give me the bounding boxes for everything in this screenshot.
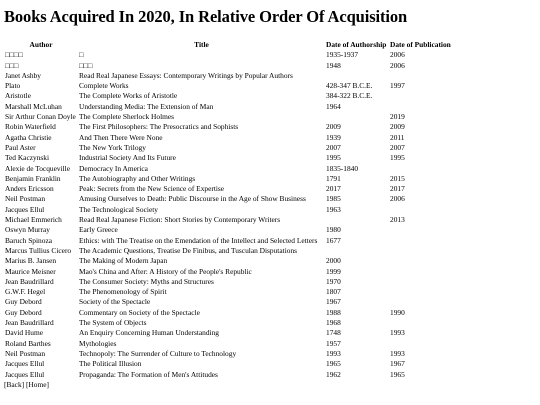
table-row — [4, 297, 452, 307]
author-cell: Plato — [5, 81, 21, 91]
date-of-publication-cell: 2015 — [390, 173, 405, 183]
table-body — [4, 50, 452, 380]
table-row — [4, 164, 452, 174]
date-of-authorship-cell: 1939 — [326, 132, 341, 142]
date-of-authorship-cell: 1957 — [326, 338, 341, 348]
date-of-authorship-cell: 2007 — [326, 142, 341, 152]
title-cell: The Autobiography and Other Writings — [79, 173, 196, 183]
date-of-publication-cell — [389, 236, 452, 246]
date-of-authorship-cell: 1963 — [326, 204, 341, 214]
date-of-publication-cell: 2006 — [390, 60, 405, 70]
date-of-publication-cell — [389, 339, 452, 349]
date-of-authorship-cell: 1995 — [326, 153, 341, 163]
title-cell: Amusing Ourselves to Death: Public Discourse in the Age of Show Business — [79, 194, 306, 204]
title-cell: The Political Illusion — [79, 359, 142, 369]
date-of-authorship-cell: 2017 — [326, 184, 341, 194]
title-cell: Propaganda: The Formation of Men's Attitudes — [79, 369, 218, 379]
author-cell: Jacques Ellul — [5, 204, 45, 214]
title-cell: Read Real Japanese Essays: Contemporary Writings by Popular Authors — [79, 70, 293, 80]
footer-nav — [4, 380, 540, 390]
author-cell: Alexie de Tocqueville — [5, 163, 71, 173]
table-header — [4, 40, 452, 50]
date-of-authorship-cell: 2009 — [326, 122, 341, 132]
date-of-publication-cell — [389, 267, 452, 277]
date-of-publication-cell — [389, 256, 452, 266]
title-cell: □□□ — [79, 60, 93, 70]
date-of-authorship-cell: 1999 — [326, 266, 341, 276]
date-of-publication-cell — [389, 297, 452, 307]
author-cell: □□□ — [5, 60, 19, 70]
table-row — [4, 112, 452, 122]
author-cell: Jacques Ellul — [5, 359, 45, 369]
author-cell: Guy Debord — [5, 307, 42, 317]
title-cell: The Making of Modern Japan — [79, 256, 168, 266]
title-cell: The Consumer Society: Myths and Structures — [79, 276, 214, 286]
date-of-publication-cell — [389, 102, 452, 112]
date-of-publication-cell: 2009 — [390, 122, 405, 132]
date-of-publication-cell — [389, 91, 452, 101]
date-of-publication-cell — [389, 225, 452, 235]
title-cell: The First Philosophers: The Presocratics and Sophists — [79, 122, 239, 132]
date-of-authorship-cell — [325, 71, 389, 81]
date-of-publication-cell: 1993 — [390, 348, 405, 358]
date-of-authorship-cell: 1835-1840 — [326, 163, 359, 173]
date-of-authorship-cell: 1677 — [326, 235, 341, 245]
author-cell: □□□□ — [5, 50, 23, 60]
title-cell: An Enquiry Concerning Human Understanding — [79, 328, 219, 338]
title-cell: Complete Works — [79, 81, 129, 91]
header-row — [4, 40, 452, 50]
title-cell: The System of Objects — [79, 318, 147, 328]
title-cell: The New York Trilogy — [79, 142, 146, 152]
table-row — [4, 153, 452, 163]
date-of-publication-cell: 2006 — [390, 194, 405, 204]
date-of-publication-cell: 1990 — [390, 307, 405, 317]
date-of-authorship-cell: 1970 — [326, 276, 341, 286]
title-cell: Early Greece — [79, 225, 118, 235]
table-row — [4, 328, 452, 338]
date-of-authorship-cell: 1964 — [326, 101, 341, 111]
table-row — [4, 133, 452, 143]
home-link[interactable]: [Home] — [25, 379, 49, 389]
date-of-publication-cell — [389, 318, 452, 328]
author-cell: Guy Debord — [5, 297, 42, 307]
title-cell: Society of the Spectacle — [79, 297, 151, 307]
title-cell: Industrial Society And Its Future — [79, 153, 176, 163]
title-cell: Technopoly: The Surrender of Culture to Technology — [79, 348, 237, 358]
title-cell: The Complete Sherlock Holmes — [79, 112, 175, 122]
table-row — [4, 71, 452, 81]
header-title: Title — [194, 40, 209, 49]
books-table — [4, 40, 452, 380]
author-cell: Baruch Spinoza — [5, 235, 52, 245]
date-of-publication-cell: 2019 — [390, 112, 405, 122]
date-of-authorship-cell: 1948 — [326, 60, 341, 70]
title-cell: □ — [79, 50, 84, 60]
table-row — [4, 102, 452, 112]
author-cell: Jean Baudrillard — [5, 318, 54, 328]
author-cell: Paul Aster — [5, 142, 36, 152]
date-of-publication-cell — [389, 205, 452, 215]
date-of-publication-cell: 1993 — [390, 328, 405, 338]
table-row — [4, 339, 452, 349]
date-of-publication-cell: 2013 — [390, 215, 405, 225]
header-date-of-authorship: Date of Authorship — [326, 40, 387, 49]
date-of-authorship-cell: 1968 — [326, 318, 341, 328]
date-of-publication-cell — [389, 71, 452, 81]
author-cell: Robin Waterfield — [5, 122, 56, 132]
title-cell: Mao's China and After: A History of the People's Republic — [79, 266, 252, 276]
date-of-authorship-cell: 1993 — [326, 348, 341, 358]
author-cell: Benjamin Franklin — [5, 173, 61, 183]
title-cell: The Phenomenology of Spirit — [79, 287, 167, 297]
table-row — [4, 61, 452, 71]
table-row — [4, 256, 452, 266]
table-row — [4, 122, 452, 132]
title-cell: The Academic Questions, Treatise De Finibus, and Tusculan Disputations — [79, 245, 298, 255]
author-cell: Agatha Christie — [5, 132, 52, 142]
title-cell: Ethics: with The Treatise on the Emendation of the Intellect and Selected Letters — [79, 235, 318, 245]
date-of-authorship-cell: 1965 — [326, 359, 341, 369]
author-cell: Maurice Meisner — [5, 266, 56, 276]
author-cell: Janet Ashby — [5, 70, 41, 80]
date-of-publication-cell — [389, 164, 452, 174]
table-row — [4, 308, 452, 318]
date-of-authorship-cell — [325, 246, 389, 256]
date-of-publication-cell: 1967 — [390, 359, 405, 369]
author-cell: Marius B. Jansen — [5, 256, 57, 266]
date-of-authorship-cell: 1962 — [326, 369, 341, 379]
table-row — [4, 50, 452, 60]
author-cell: Neil Postman — [5, 348, 46, 358]
title-cell: Understanding Media: The Extension of Man — [79, 101, 214, 111]
title-cell: And Then There Were None — [79, 132, 163, 142]
author-cell: Jacques Ellul — [5, 369, 45, 379]
date-of-publication-cell: 1997 — [390, 81, 405, 91]
back-link[interactable]: [Back] — [4, 379, 25, 389]
table-row — [4, 370, 452, 380]
table-row — [4, 287, 452, 297]
table-row — [4, 318, 452, 328]
date-of-authorship-cell — [325, 112, 389, 122]
author-cell: Marshall McLuhan — [5, 101, 62, 111]
date-of-authorship-cell: 1980 — [326, 225, 341, 235]
author-cell: G.W.F. Hegel — [5, 287, 46, 297]
date-of-authorship-cell: 2000 — [326, 256, 341, 266]
table-row — [4, 143, 452, 153]
title-cell: Democracy In America — [79, 163, 148, 173]
date-of-authorship-cell: 1935-1937 — [326, 50, 359, 60]
header-date-of-publication: Date of Publication — [390, 40, 451, 49]
table-row — [4, 194, 452, 204]
date-of-authorship-cell: 1791 — [326, 173, 341, 183]
author-cell: David Hume — [5, 328, 43, 338]
date-of-publication-cell — [389, 277, 452, 287]
table-row — [4, 349, 452, 359]
title-cell: Commentary on Society of the Spectacle — [79, 307, 200, 317]
date-of-publication-cell — [389, 246, 452, 256]
title-cell: Read Real Japanese Fiction: Short Stories by Contemporary Writers — [79, 215, 281, 225]
table-row — [4, 236, 452, 246]
date-of-publication-cell: 1995 — [390, 153, 405, 163]
date-of-authorship-cell: 1985 — [326, 194, 341, 204]
table-row — [4, 246, 452, 256]
date-of-publication-cell: 2006 — [390, 50, 405, 60]
title-cell: Mythologies — [79, 338, 117, 348]
date-of-authorship-cell — [325, 215, 389, 225]
table-row — [4, 91, 452, 101]
table-row — [4, 359, 452, 369]
date-of-authorship-cell: 1807 — [326, 287, 341, 297]
date-of-publication-cell: 2017 — [390, 184, 405, 194]
author-cell: Marcus Tullius Cicero — [5, 245, 72, 255]
title-cell: The Complete Works of Aristotle — [79, 91, 178, 101]
author-cell: Anders Ericsson — [5, 184, 54, 194]
date-of-authorship-cell: 1967 — [326, 297, 341, 307]
date-of-publication-cell: 2007 — [390, 142, 405, 152]
table-row — [4, 225, 452, 235]
date-of-authorship-cell: 428-347 B.C.E. — [326, 81, 373, 91]
author-cell: Roland Barthes — [5, 338, 51, 348]
title-cell: Peak: Secrets from the New Science of Expertise — [79, 184, 225, 194]
header-author: Author — [29, 40, 53, 49]
date-of-authorship-cell: 384-322 B.C.E. — [326, 91, 373, 101]
table-row — [4, 215, 452, 225]
date-of-authorship-cell: 1748 — [326, 328, 341, 338]
table-row — [4, 174, 452, 184]
table-row — [4, 184, 452, 194]
author-cell: Neil Postman — [5, 194, 46, 204]
author-cell: Michael Emmerich — [5, 215, 62, 225]
date-of-authorship-cell: 1988 — [326, 307, 341, 317]
author-cell: Oswyn Murray — [5, 225, 50, 235]
page-title: Books Acquired In 2020, In Relative Order Of Acquisition — [4, 7, 408, 26]
author-cell: Ted Kaczynski — [5, 153, 50, 163]
table-row — [4, 205, 452, 215]
title-cell: The Technological Society — [79, 204, 158, 214]
table-row — [4, 267, 452, 277]
date-of-publication-cell: 1965 — [390, 369, 405, 379]
table-row — [4, 277, 452, 287]
author-cell: Jean Baudrillard — [5, 276, 54, 286]
date-of-publication-cell — [389, 287, 452, 297]
table-row — [4, 81, 452, 91]
author-cell: Sir Arthur Conan Doyle — [5, 112, 76, 122]
author-cell: Aristotle — [5, 91, 31, 101]
date-of-publication-cell: 2011 — [390, 132, 405, 142]
